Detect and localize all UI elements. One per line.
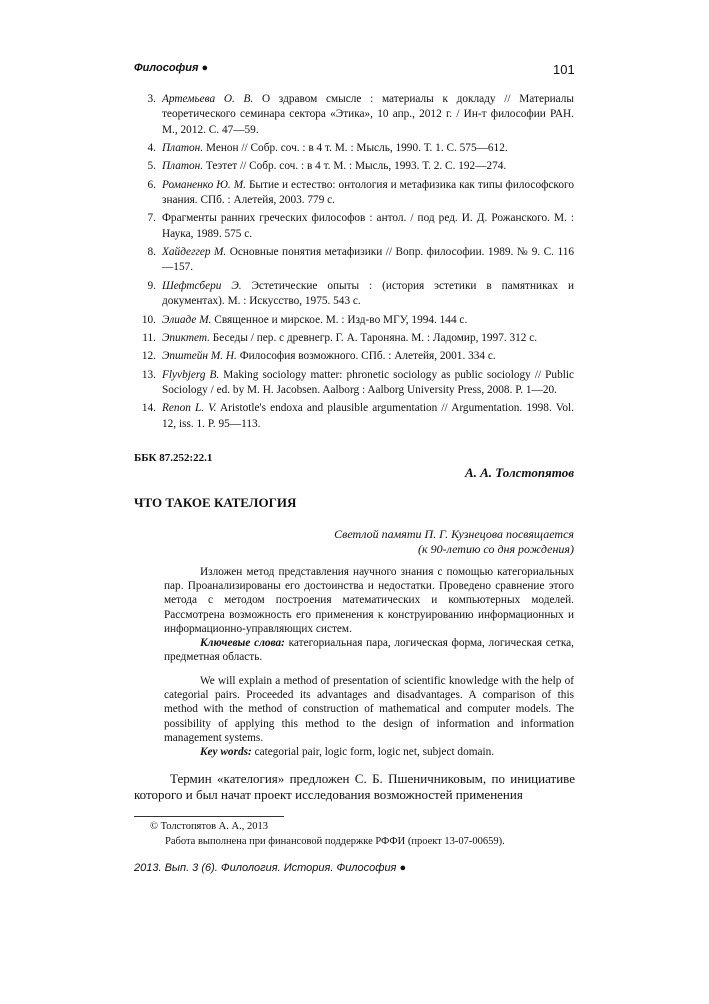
reference-number: 4.: [147, 141, 156, 154]
article-author: А. А. Толстопятов: [464, 465, 574, 480]
reference-number: 10.: [141, 313, 156, 326]
reference-list: [134, 92, 574, 435]
reference-author: Платон.: [162, 141, 204, 154]
footnote-copyright: © Толстопятов А. А., 2013: [150, 821, 268, 832]
abstract-ru: [164, 565, 574, 664]
reference-text: [162, 368, 574, 399]
reference-item: [134, 159, 574, 174]
abstract-en: [164, 674, 574, 759]
reference-item: [134, 211, 574, 242]
running-header-section: Философия ●: [134, 62, 209, 74]
reference-number: 5.: [147, 160, 156, 173]
reference-text: [162, 211, 574, 242]
reference-text: [162, 331, 574, 346]
reference-author: Элиаде М.: [162, 313, 212, 326]
keywords-en-text: categorial pair, logic form, logic net, subject domain.: [251, 746, 495, 759]
reference-number: 13.: [141, 368, 156, 381]
reference-number: 8.: [147, 246, 156, 259]
reference-text: [162, 279, 574, 310]
reference-author: Эпштейн М. Н.: [162, 350, 237, 363]
reference-number: 3.: [147, 93, 156, 105]
reference-item: [134, 245, 574, 276]
reference-author: Эпиктет.: [162, 331, 210, 344]
page-number: 101: [553, 62, 575, 77]
keywords-en: [164, 745, 574, 759]
footnote-funding: Работа выполнена при финансовой поддержке РФФИ (проект 13-07-00659).: [165, 835, 505, 847]
reference-author: Хайдеггер М.: [162, 246, 227, 259]
reference-item: [134, 141, 574, 156]
reference-number: 14.: [141, 402, 156, 415]
reference-text: [162, 245, 574, 276]
keywords-ru: [164, 636, 574, 664]
reference-number: 6.: [147, 178, 156, 191]
reference-text: [162, 178, 574, 209]
reference-body: Эстетические опыты : (история эстетики в памятниках и документах). М. : Искусство, 1975. 543 с.: [162, 279, 574, 308]
keywords-ru-text: категориальная пара, логическая форма, логическая сетка, предметная область.: [164, 637, 574, 664]
reference-text: [162, 92, 574, 138]
reference-item: [134, 313, 574, 328]
dedication-line-2: (к 90-летию со дня рождения): [418, 542, 574, 556]
reference-author: Шефтсбери Э.: [162, 279, 242, 292]
reference-author: Артемьева О. В.: [162, 93, 254, 105]
reference-body: Философия возможного. СПб. : Алетейя, 2001. 334 с.: [236, 350, 496, 363]
reference-number: 9.: [147, 279, 156, 292]
reference-text: [162, 349, 574, 364]
reference-body: Making sociology matter: phronetic sociology as public sociology // Public Sociology / ed. by M. H. Jacobsen. Aalborg : Aalborg University Press, 2008. P. 1—20.: [162, 368, 575, 396]
body-paragraph: Термин «кателогия» предложен С. Б. Пшеничниковым, по инициативе которого и был начат проект исследования возможностей применения: [134, 771, 575, 802]
reference-body: Фрагменты ранних греческих философов : антол. / под ред. И. Д. Рожанского. М. : Наука, 1989. 575 с.: [162, 212, 574, 240]
reference-item: [134, 279, 574, 310]
reference-text: [162, 159, 574, 174]
reference-item: [134, 331, 574, 346]
keywords-en-label: Key words:: [200, 746, 252, 759]
reference-body: Менон // Собр. соч. : в 4 т. М. : Мысль, 1990. Т. 1. С. 575—612.: [203, 141, 508, 154]
reference-item: [134, 401, 574, 432]
reference-item: [134, 178, 574, 209]
reference-number: 12.: [141, 350, 156, 363]
reference-body: Aristotle's endoxa and plausible argumentation // Argumentation. 1998. Vol. 12, iss. 1. P. 95—113.: [162, 402, 575, 430]
reference-text: [162, 313, 574, 328]
keywords-ru-label: Ключевые слова:: [200, 637, 285, 650]
reference-item: [134, 92, 574, 138]
reference-body: Священное и мирское. М. : Изд-во МГУ, 1994. 144 с.: [211, 313, 468, 326]
footnote-divider: [134, 816, 284, 817]
footnote: [150, 820, 505, 849]
running-footer: 2013. Вып. 3 (6). Филология. История. Философия ●: [134, 862, 407, 874]
dedication-line-1: Светлой памяти П. Г. Кузнецова посвящается: [334, 527, 574, 541]
reference-item: [134, 368, 574, 399]
reference-item: [134, 349, 574, 364]
reference-author: Платон.: [162, 160, 204, 173]
body-text: [134, 771, 575, 803]
reference-author: Flyvbjerg B.: [162, 368, 220, 381]
reference-text: [162, 141, 574, 156]
reference-author: Романенко Ю. М.: [162, 178, 246, 191]
reference-body: Основные понятия метафизики // Вопр. философии. 1989. № 9. С. 116—157.: [162, 246, 574, 274]
reference-text: [162, 401, 574, 432]
article-title: ЧТО ТАКОЕ КАТЕЛОГИЯ: [134, 495, 297, 510]
abstract-ru-text: Изложен метод представления научного знания с помощью категориальных пар. Проанализированы его достоинства и недостатки. Проведено сравнение этого метода с методом построения математических и компьютерных моделей. Рассмотрена возможность его применения к конструированию информационных и информационно-управляющих систем.: [164, 566, 574, 635]
bbk-code: ББК 87.252:22.1: [134, 452, 213, 464]
reference-author: Renon L. V.: [162, 402, 217, 415]
reference-body: О здравом смысле : материалы к докладу // Материалы теоретического семинара сектора «Этика», 10 апр., 2012 г. / Ин-т философии РАН. М., 2012. С. 47—59.: [162, 93, 574, 136]
dedication: [334, 527, 574, 557]
reference-body: Теэтет // Собр. соч. : в 4 т. М. : Мысль, 1993. Т. 2. С. 192—274.: [203, 160, 507, 173]
reference-number: 7.: [147, 212, 156, 225]
reference-number: 11.: [142, 331, 156, 344]
reference-body: Бытие и естество: онтология и метафизика как типы философского знания. СПб. : Алетейя, 2003. 779 с.: [162, 178, 574, 207]
reference-body: Беседы / пер. с древнегр. Г. А. Тароняна. М. : Ладомир, 1997. 312 с.: [209, 331, 538, 344]
abstract-en-text: We will explain a method of presentation of scientific knowledge with the help of categorial pairs. Proceeded its advantages and disadvantages. A comparison of this method with the method of construction of mathematical and computer models. The possibility of applying this method to the design of information and information management systems.: [164, 675, 574, 744]
